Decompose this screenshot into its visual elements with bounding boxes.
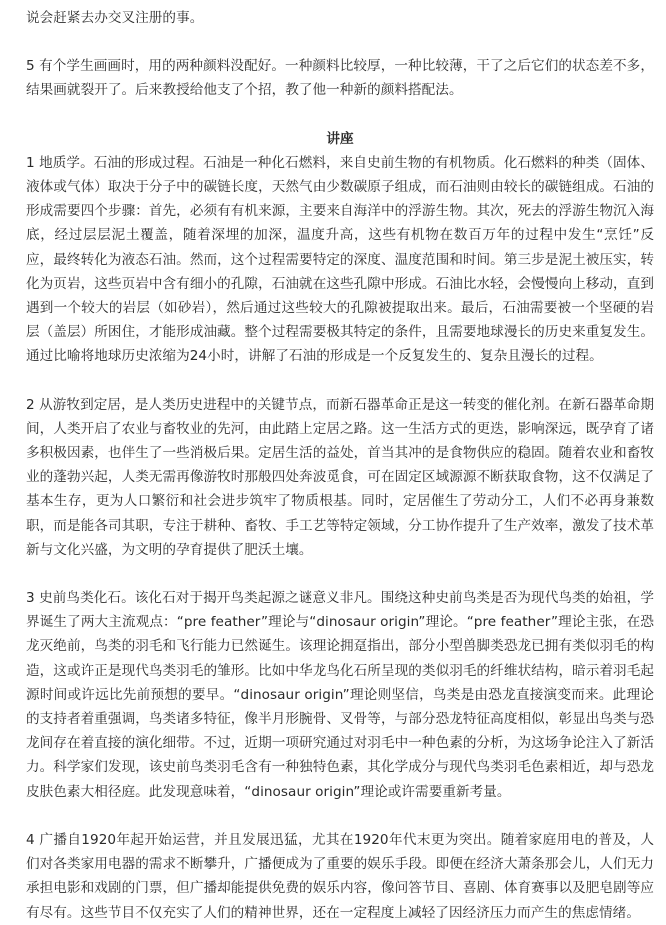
paragraph-intro-end: 说会赶紧去办交叉注册的事。: [26, 10, 204, 26]
paragraph-gap: [26, 562, 654, 586]
lecture-item-1: 1 地质学。石油的形成过程。石油是一种化石燃料，来自史前生物的有机物质。化石燃料的种类（固体、液体或气体）取决于分子中的碳链长度，天然气由少数碳原子组成，而石油则由较长的碳链组成。石油的形成需要四个步骤：首先，必须有有机来源，主要来自海洋中的浮游生物。其次，死去的浮游生物沉入海底，经过层层泥土覆盖，随着深埋的加深，温度升高，这些有机物在数百万年的过程中发生“烹饪”反应，最终转化为液态石油。然而，这个过程需要特定的深度、温度范围和时间。第三步是泥土被压实，转化为页岩，这些页岩中含有细小的孔隙，石油就在这些孔隙中形成。石油比水轻，会慢慢向上移动，直到遇到一个较大的岩层（如砂岩），然后通过这些较大的孔隙被提取出来。最后，石油需要被一个坚硬的岩层（盖层）所困住，才能形成油藏。整个过程需要极其特定的条件，且需要地球漫长的历史来重复发生。通过比喻将地球历史浓缩为24小时，讲解了石油的形成是一个反复发生的、复杂且漫长的过程。: [26, 154, 654, 365]
lecture-item-4: 4 广播自1920年起开始运营，并且发展迅猛，尤其在1920年代末更为突出。随着家庭用电的普及，人们对各类家用电器的需求不断攀升，广播便成为了重要的娱乐手段。即便在经济大萧条那会儿，人们无力承担电影和戏剧的门票，但广播却能提供免费的娱乐内容，像问答节目、喜剧、体育赛事以及肥皂剧等应有尽有。这些节目不仅充实了人们的精神世界，还在一定程度上减轻了因经济压力而产生的焦虑情绪。: [26, 831, 654, 921]
paragraph-gap: [26, 103, 654, 127]
paragraph-item-5: 5 有个学生画画时，用的两种颜料没配好。一种颜料比较厚，一种比较薄，干了之后它们的状态差不多，结果画就裂开了。后来教授给他支了个招，教了他一种新的颜料搭配法。: [26, 58, 654, 99]
lecture-item-2: 2 从游牧到定居，是人类历史进程中的关键节点，而新石器革命正是这一转变的催化剂。在新石器革命期间，人类开启了农业与畜牧业的先河，由此踏上定居之路。这一生活方式的更迭，影响深远，既孕育了诸多积极因素，也伴生了一些消极后果。定居生活的益处，首当其冲的是食物供应的稳固。随着农业和畜牧业的蓬勃兴起，人类无需再像游牧时那般四处奔波觅食，可在固定区域源源不断获取食物，这不仅满足了基本生存，更为人口繁衍和社会进步筑牢了物质根基。同时，定居催生了劳动分工，人们不必再身兼数职，而是能各司其职，专注于耕种、畜牧、手工艺等特定领域，分工协作提升了生产效率，激发了技术革新与文化兴盛，为文明的孕育提供了肥沃土壤。: [26, 396, 654, 558]
section-heading-lecture: 讲座: [326, 130, 354, 147]
paragraph-gap: [26, 804, 654, 828]
paragraph-gap: [26, 369, 654, 393]
paragraph-gap: [26, 30, 654, 54]
lecture-item-3: 3 史前鸟类化石。该化石对于揭开鸟类起源之谜意义非凡。围绕这种史前鸟类是否为现代鸟类的始祖，学界诞生了两大主流观点：“pre feather”理论与“dinosaur origin”理论。“pre feather”理论主张，在恐龙灭绝前，鸟类的羽毛和飞行能力已然诞生。该理论拥趸指出，部分小型兽脚类恐龙已拥有类似羽毛的构造，这或许正是现代鸟类羽毛的雏形。比如中华龙鸟化石所呈现的类似羽毛的纤维状结构，暗示着羽毛起源时间或许远比先前预想的要早。“dinosaur origin”理论则坚信，鸟类是由恐龙直接演变而来。此理论的支持者着重强调，鸟类诸多特征，像半月形腕骨、叉骨等，与部分恐龙特征高度相似，彰显出鸟类与恐龙间存在着直接的演化细带。不过，近期一项研究通过对羽毛中一种色素的分析，为这场争论注入了新活力。科学家们发现，该史前鸟类羽毛含有一种独特色素，其化学成分与现代鸟类羽毛色素相近，却与恐龙皮肤色素大相径庭。此发现意味着，“dinosaur origin”理论或许需要重新考量。: [26, 590, 654, 800]
